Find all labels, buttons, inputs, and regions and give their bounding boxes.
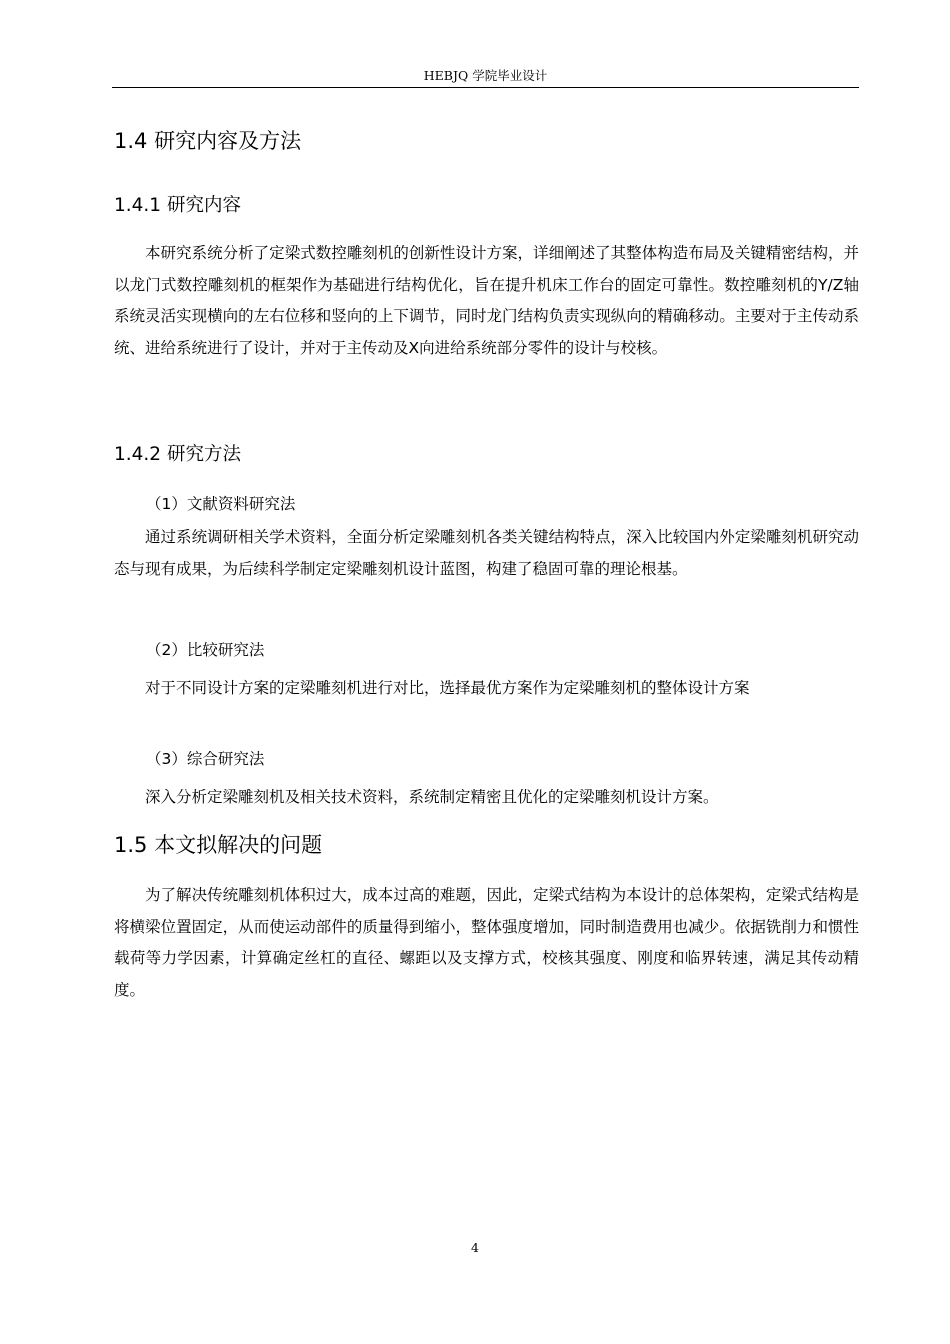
problems-paragraph: 为了解决传统雕刻机体积过大，成本过高的难题，因此，定梁式结构为本设计的总体架构，定梁式结构是将横梁位置固定，从而使运动部件的质量得到缩小，整体强度增加，同时制造费用也减少。依据铣削力和惯性载荷等力学因素，计算确定丝杠的直径、螺距以及支撑方式，校核其强度、刚度和临界转速，满足其传动精度。 xyxy=(114,886,859,999)
method-2-label: （2）比较研究法 xyxy=(146,641,265,659)
method-1-label: （1）文献资料研究法 xyxy=(146,495,296,513)
page-header: HEBJQ 学院毕业设计 xyxy=(423,68,548,83)
section-heading-1-5: 1.5 本文拟解决的问题 xyxy=(114,833,323,857)
method-1-paragraph: 通过系统调研相关学术资料，全面分析定梁雕刻机各类关键结构特点，深入比较国内外定梁雕刻机研究动态与现有成果，为后续科学制定定梁雕刻机设计蓝图，构建了稳固可靠的理论根基。 xyxy=(114,528,859,578)
method-3-label: （3）综合研究法 xyxy=(146,750,265,768)
header-divider xyxy=(112,87,859,88)
page-number: 4 xyxy=(471,1240,479,1255)
section-heading-1-4: 1.4 研究内容及方法 xyxy=(114,129,302,153)
subsection-heading-1-4-2: 1.4.2 研究方法 xyxy=(114,444,241,465)
research-content-paragraph: 本研究系统分析了定梁式数控雕刻机的创新性设计方案，详细阐述了其整体构造布局及关键精密结构，并以龙门式数控雕刻机的框架作为基础进行结构优化，旨在提升机床工作台的固定可靠性。数控雕刻机的Y/Z轴系统灵活实现横向的左右位移和竖向的上下调节，同时龙门结构负责实现纵向的精确移动。主要对于主传动系统、进给系统进行了设计，并对于主传动及X向进给系统部分零件的设计与校核。 xyxy=(114,244,859,357)
method-3-paragraph: 深入分析定梁雕刻机及相关技术资料，系统制定精密且优化的定梁雕刻机设计方案。 xyxy=(145,788,719,806)
method-2-paragraph: 对于不同设计方案的定梁雕刻机进行对比，选择最优方案作为定梁雕刻机的整体设计方案 xyxy=(145,679,750,697)
subsection-heading-1-4-1: 1.4.1 研究内容 xyxy=(114,195,241,216)
